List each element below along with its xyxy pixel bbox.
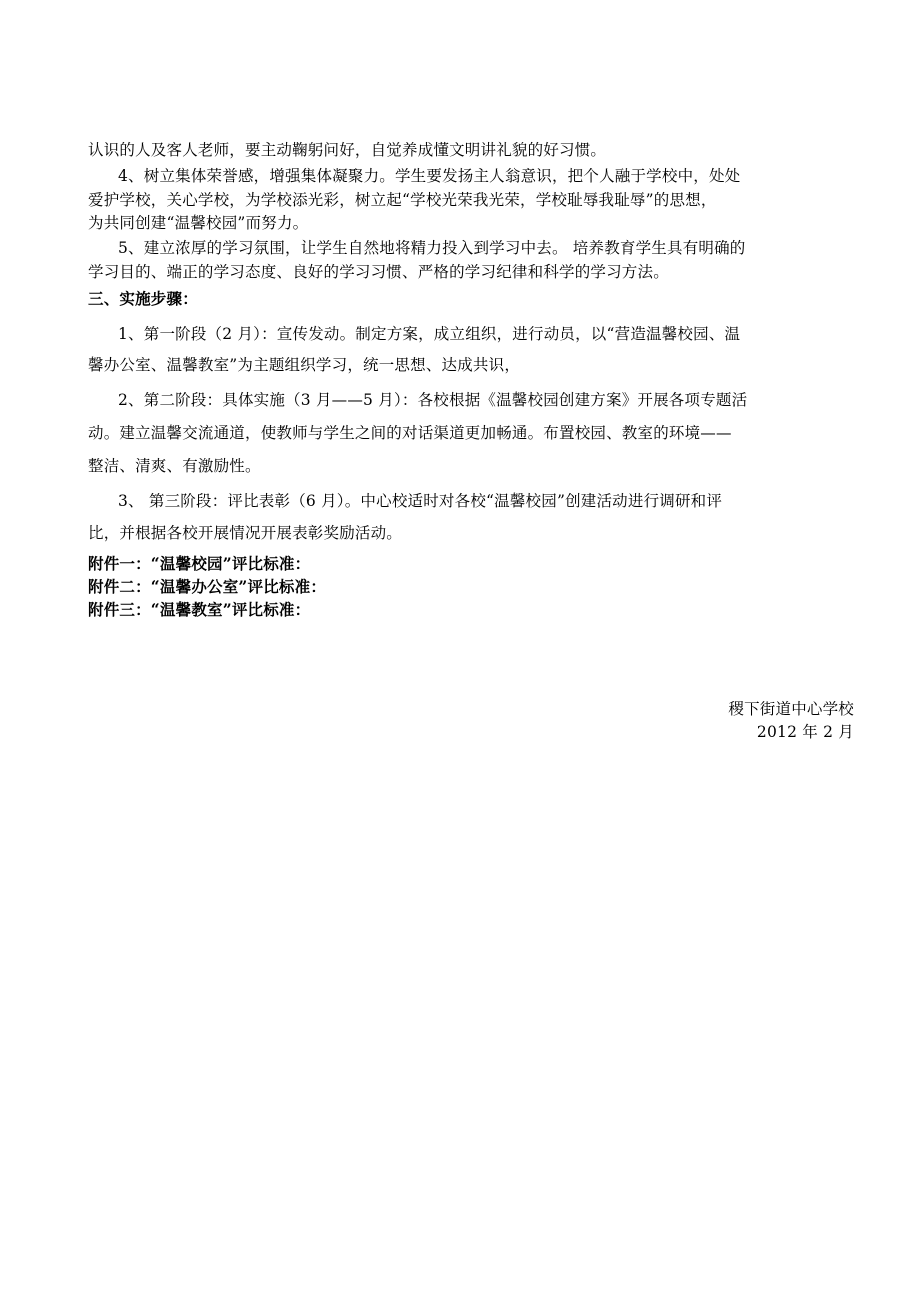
section-3-heading: 三、实施步骤： — [88, 289, 198, 308]
step-3-line-1: 3、 第三阶段：评比表彰（6 月）。中心校适时对各校“温馨校园”创建活动进行调研和评 — [118, 492, 723, 510]
step-2-line-2: 动。建立温馨交流通道，使教师与学生之间的对话渠道更加畅通。布置校园、教室的环境—— — [88, 424, 732, 442]
attachment-2: 附件二：“温馨办公室”评比标准： — [88, 577, 327, 596]
step-2-line-1: 2、第二阶段：具体实施（3 月——5 月）：各校根据《温馨校园创建方案》开展各项专题活 — [118, 391, 748, 409]
item-4-line-2: 爱护学校，关心学校，为学校添光彩，树立起“学校光荣我光荣，学校耻辱我耻辱”的思想， — [88, 191, 717, 209]
signature-organization: 稷下街道中心学校 — [728, 700, 854, 718]
paragraph-3-continuation: 认识的人及客人老师，要主动鞠躬问好，自觉养成懂文明讲礼貌的好习惯。 — [88, 141, 607, 159]
item-4-line-3: 为共同创建“温馨校园”而努力。 — [88, 214, 309, 232]
step-1-line-1: 1、第一阶段（2 月）：宣传发动。制定方案，成立组织，进行动员，以“营造温馨校园、温 — [118, 325, 741, 343]
step-1-line-2: 馨办公室、温馨教室”为主题组织学习，统一思想、达成共识， — [88, 356, 521, 374]
item-5-line-2: 学习目的、端正的学习态度、良好的学习习惯、严格的学习纪律和科学的学习方法。 — [88, 263, 669, 281]
attachment-1: 附件一：“温馨校园”评比标准： — [88, 554, 311, 573]
attachment-3: 附件三：“温馨教室”评比标准： — [88, 600, 311, 619]
step-3-line-2: 比，并根据各校开展情况开展表彰奖励活动。 — [88, 524, 403, 542]
step-2-line-3: 整洁、清爽、有激励性。 — [88, 457, 261, 475]
signature-date: 2012 年 2 月 — [756, 723, 854, 741]
item-4-line-1: 4、树立集体荣誉感，增强集体凝聚力。学生要发扬主人翁意识，把个人融于学校中，处处 — [118, 167, 741, 185]
item-5-line-1: 5、建立浓厚的学习氛围，让学生自然地将精力投入到学习中去。 培养教育学生具有明确的 — [118, 239, 746, 257]
